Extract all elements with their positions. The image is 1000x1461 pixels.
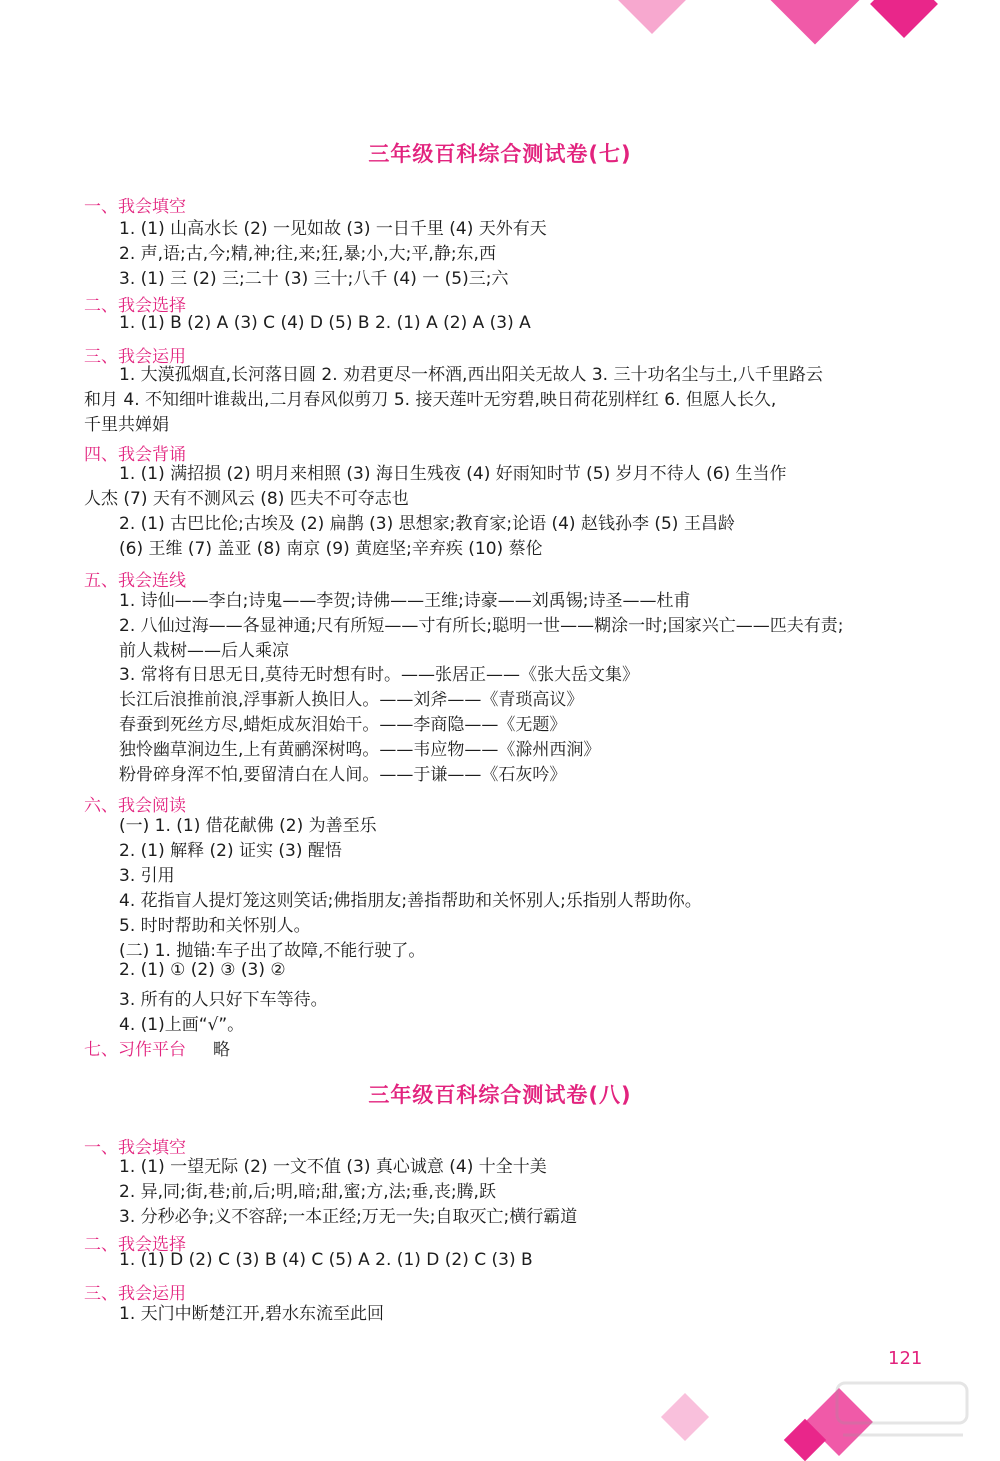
exam7-s1-line3: 3. (1) 三 (2) 三;二十 (3) 三十;八千 (4) 一 (5)三;六 xyxy=(119,269,509,289)
decoration-diamond xyxy=(661,1393,709,1441)
exam7-s6-line8: 3. 所有的人只好下车等待。 xyxy=(119,990,328,1010)
exam7-s5-line8: 粉骨碎身浑不怕,要留清白在人间。——于谦——《石灰吟》 xyxy=(119,765,567,785)
exam7-section1-heading: 一、我会填空 xyxy=(84,197,186,217)
exam7-s6-line4: 4. 花指盲人提灯笼这则笑话;佛指朋友;善指帮助和关怀别人;乐指别人帮助你。 xyxy=(119,891,702,911)
exam7-s6-line5: 5. 时时帮助和关怀别人。 xyxy=(119,916,311,936)
exam8-section3-heading: 三、我会运用 xyxy=(84,1284,186,1304)
exam8-s1-line1: 1. (1) 一望无际 (2) 一文不值 (3) 真心诚意 (4) 十全十美 xyxy=(119,1157,547,1177)
exam8-s1-line3: 3. 分秒必争;义不容辞;一本正经;万无一失;自取灭亡;横行霸道 xyxy=(119,1207,578,1227)
exam7-s6-line3: 3. 引用 xyxy=(119,866,175,886)
exam7-s5-line7: 独怜幽草涧边生,上有黄鹂深树鸣。——韦应物——《滁州西涧》 xyxy=(119,740,601,760)
exam7-s3-line1: 1. 大漠孤烟直,长河落日圆 2. 劝君更尽一杯酒,西出阳关无故人 3. 三十功名尘与土,八千里路云 xyxy=(119,365,823,385)
exam7-s6-line6: (二) 1. 抛锚:车子出了故障,不能行驶了。 xyxy=(119,941,426,961)
exam7-s5-line1: 1. 诗仙——李白;诗鬼——李贺;诗佛——王维;诗豪——刘禹锡;诗圣——杜甫 xyxy=(119,591,691,611)
exam7-s1-line2: 2. 声,语;古,今;精,神;往,来;狂,暴;小,大;平,静;东,西 xyxy=(119,244,496,264)
exam8-section1-heading: 一、我会填空 xyxy=(84,1138,186,1158)
exam8-s3-line1: 1. 天门中断楚江开,碧水东流至此回 xyxy=(119,1304,385,1324)
decoration-diamond xyxy=(618,0,686,34)
exam7-s4-line2: 人杰 (7) 天有不测风云 (8) 匹夫不可夺志也 xyxy=(84,489,409,509)
exam7-s5-line6: 春蚕到死丝方尽,蜡炬成灰泪始干。——李商隐——《无题》 xyxy=(119,715,567,735)
exam7-section7-heading: 七、习作平台 xyxy=(84,1040,186,1060)
exam7-section6-heading: 六、我会阅读 xyxy=(84,796,186,816)
exam7-section3-heading: 三、我会运用 xyxy=(84,347,186,367)
exam7-s6-line2: 2. (1) 解释 (2) 证实 (3) 醒悟 xyxy=(119,841,342,861)
exam7-s4-line4: (6) 王维 (7) 盖亚 (8) 南京 (9) 黄庭坚;辛弃疾 (10) 蔡伦 xyxy=(119,539,543,559)
exam7-s5-line2: 2. 八仙过海——各显神通;尺有所短——寸有所长;聪明一世——糊涂一时;国家兴亡——匹夫有责; xyxy=(119,616,844,636)
exam8-s1-line2: 2. 异,同;街,巷;前,后;明,暗;甜,蜜;方,法;垂,丧;腾,跃 xyxy=(119,1182,496,1202)
exam7-s4-line3: 2. (1) 古巴比伦;古埃及 (2) 扁鹊 (3) 思想家;教育家;论语 (4) 赵钱孙李 (5) 王昌龄 xyxy=(119,514,735,534)
exam7-s3-line2: 和月 4. 不知细叶谁裁出,二月春风似剪刀 5. 接天莲叶无穷碧,映日荷花别样红 6. 但愿人长久, xyxy=(84,390,777,410)
exam7-s6-line9: 4. (1)上画“√”。 xyxy=(119,1015,245,1035)
exam7-s6-line1: (一) 1. (1) 借花献佛 (2) 为善至乐 xyxy=(119,816,377,836)
exam7-s5-line3: 前人栽树——后人乘凉 xyxy=(119,641,289,661)
exam7-s5-line5: 长江后浪推前浪,浮事新人换旧人。——刘斧——《青琐高议》 xyxy=(119,690,584,710)
exam7-s4-line1: 1. (1) 满招损 (2) 明月来相照 (3) 海日生残夜 (4) 好雨知时节 (5) 岁月不待人 (6) 生当作 xyxy=(119,464,787,484)
exam7-section2-heading: 二、我会选择 xyxy=(84,296,186,316)
exam7-s7-answer: 略 xyxy=(213,1040,230,1060)
exam7-title: 三年级百科综合测试卷(七) xyxy=(368,142,632,166)
exam7-s5-line4: 3. 常将有日思无日,莫待无时想有时。——张居正——《张大岳文集》 xyxy=(119,665,640,685)
exam7-section4-heading: 四、我会背诵 xyxy=(84,445,186,465)
page-number: 121 xyxy=(888,1348,923,1369)
exam7-section5-heading: 五、我会连线 xyxy=(84,571,186,591)
exam7-s6-line7: 2. (1) ① (2) ③ (3) ② xyxy=(119,960,286,980)
exam7-s3-line3: 千里共婵娟 xyxy=(84,415,169,435)
exam8-s2-line1: 1. (1) D (2) C (3) B (4) C (5) A 2. (1) D (2) C (3) B xyxy=(119,1250,533,1270)
watermark-logo xyxy=(833,1375,973,1445)
decoration-diamond xyxy=(870,0,938,38)
exam8-title: 三年级百科综合测试卷(八) xyxy=(368,1083,632,1107)
exam7-s2-line1: 1. (1) B (2) A (3) C (4) D (5) B 2. (1) A (2) A (3) A xyxy=(119,313,531,333)
exam8-section2-heading: 二、我会选择 xyxy=(84,1235,186,1255)
decoration-diamond xyxy=(766,0,865,44)
exam7-s1-line1: 1. (1) 山高水长 (2) 一见如故 (3) 一日千里 (4) 天外有天 xyxy=(119,219,547,239)
